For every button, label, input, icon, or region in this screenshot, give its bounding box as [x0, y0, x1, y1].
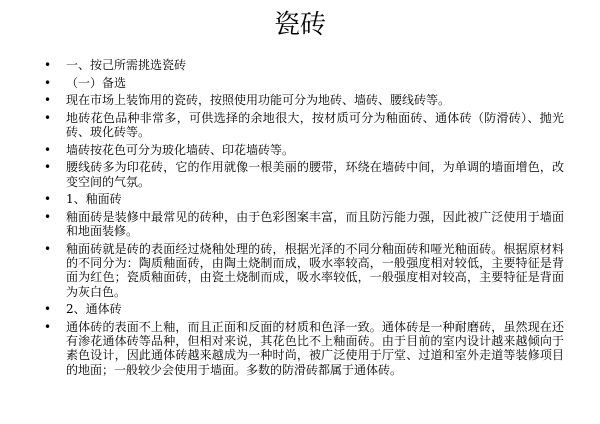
bullet-item [44, 192, 564, 206]
bullet-item [44, 320, 564, 377]
bullet-text: 地砖花色品种非常多，可供选择的余地很大，按材质可分为釉面砖、通体砖（防滑砖）、抛光砖、玻化砖等。 [66, 110, 564, 140]
bullet-item [44, 111, 564, 140]
bullet-item [44, 58, 564, 72]
bullet-item [44, 143, 564, 157]
bullet-marker: • [44, 142, 52, 157]
bullet-marker: • [44, 160, 52, 175]
bullet-text: 2、通体砖 [66, 302, 122, 317]
bullet-text: 通体砖的表面不上釉，而且正面和反面的材质和色泽一致。通体砖是一种耐磨砖，虽然现在还有渗花通体砖等品种，但相对来说，其花色比不上釉面砖。由于目前的室内设计越来越倾向于素色设计，因此通体砖越来越成为一种时尚，被广泛使用于厅堂、过道和室外走道等装修项目的地面；一般较少会使用于墙面。多数的防滑砖都属于通体砖。 [66, 319, 564, 377]
bullet-text: 1、釉面砖 [66, 192, 122, 207]
bullet-text: 一、按己所需挑选瓷砖 [66, 58, 187, 72]
bullet-marker: • [44, 192, 52, 207]
bullet-text: 墙砖按花色可分为玻化墙砖、印花墙砖等。 [66, 142, 295, 157]
bullet-text: 腰线砖多为印花砖，它的作用就像一根美丽的腰带，环绕在墙砖中间，为单调的墙面增色，改变空间的气氛。 [66, 160, 564, 189]
bullet-list [44, 58, 564, 380]
bullet-marker: • [44, 319, 52, 334]
bullet-marker: • [44, 241, 52, 256]
bullet-text: 现在市场上装饰用的瓷砖，按照使用功能可分为地砖、墙砖、腰线砖等。 [66, 93, 451, 108]
bullet-item [44, 93, 564, 107]
bullet-item [44, 210, 564, 239]
bullet-marker: • [44, 58, 52, 72]
bullet-marker: • [44, 110, 52, 125]
bullet-item [44, 160, 564, 189]
bullet-marker: • [44, 75, 52, 90]
bullet-text: 釉面砖是装修中最常见的砖种，由于色彩图案丰富，而且防污能力强，因此被广泛使用于墙面和地面装修。 [66, 209, 564, 239]
bullet-text: 釉面砖就是砖的表面经过烧釉处理的砖，根据光泽的不同分釉面砖和哑光釉面砖。根据原材料的不同分为：陶质釉面砖，由陶土烧制而成，吸水率较高，一般强度相对较低，主要特征是背面为红色；瓷质釉面砖，由瓷土烧制而成，吸水率较低，一般强度相对较高，主要特征是背面为灰白色。 [66, 241, 564, 299]
bullet-item [44, 242, 564, 299]
bullet-text: （一）备选 [66, 75, 127, 90]
bullet-marker: • [44, 93, 52, 108]
bullet-marker: • [44, 209, 52, 224]
bullet-item [44, 76, 564, 90]
bullet-marker: • [44, 302, 52, 317]
slide-title: 瓷砖 [273, 10, 326, 40]
bullet-item [44, 302, 564, 316]
